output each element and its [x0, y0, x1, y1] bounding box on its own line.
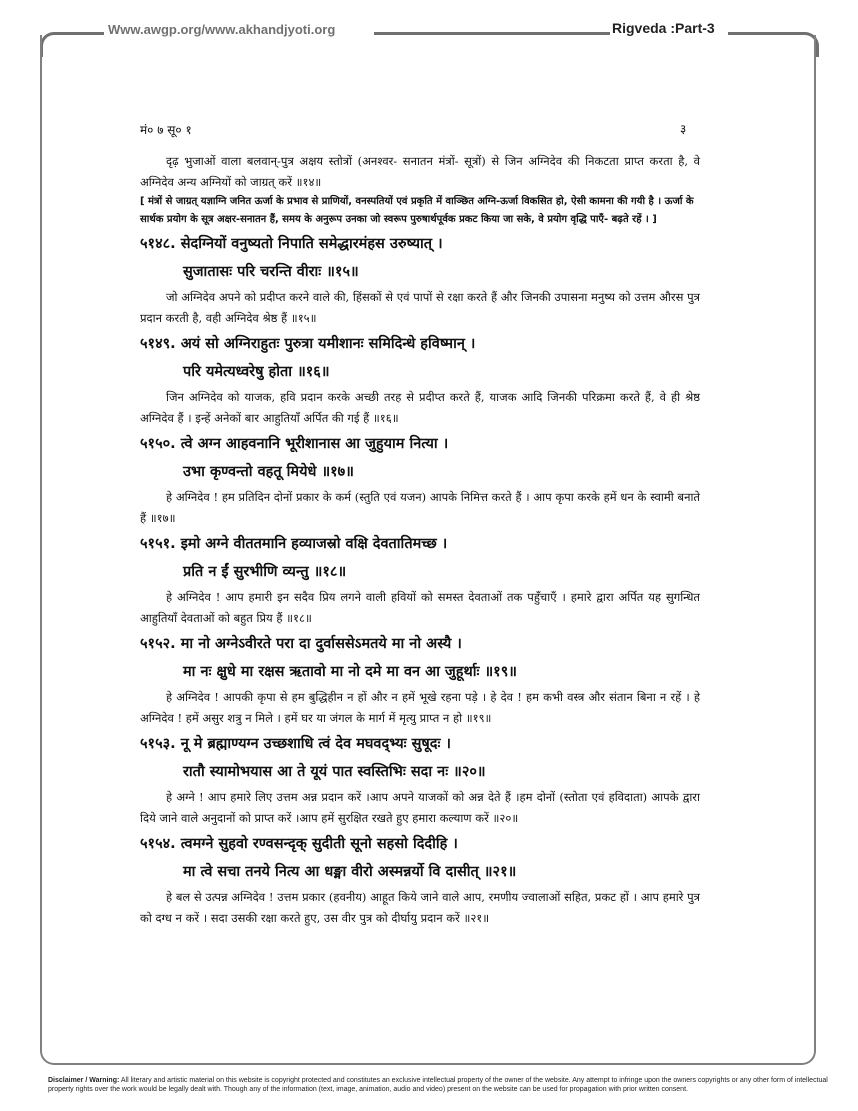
verse-block [140, 731, 700, 829]
translation-text: हे अग्निदेव ! हम प्रतिदिन दोनों प्रकार के कर्म (स्तुति एवं यजन) आपके निमित्त करते हैं । आप कृपा करके हमें धन के स्वामी बनाते हैं ॥१७॥ [140, 490, 700, 525]
translation-text: हे बल से उत्पन्न अग्निदेव ! उत्तम प्रकार (हवनीय) आहूत किये जाने वाले आप, रमणीय ज्वालाओं सहित, प्रकट हों । आप हमारे पुत्र को दग्ध न करें । सदा उसकी रक्षा करते हुए, उस वीर पुत्र को दीर्घायु प्रदान करें ॥२१॥ [140, 890, 700, 925]
verse-line-2: परि यमेत्यध्वरेषु होता ॥१६॥ [183, 364, 330, 380]
translation-text: हे अग्निदेव ! आप हमारी इन सदैव प्रिय लगने वाली हवियों को समस्त देवताओं तक पहुँचाएँ । हमारे द्वारा अर्पित यह सुगन्धित आहुतियाँ देवताओं को बहुत प्रिय हैं ॥१८॥ [140, 590, 700, 625]
verse-translation [140, 887, 700, 929]
verse-block [140, 331, 700, 429]
verse-line-2: प्रति न ईं सुरभीणि व्यन्तु ॥१८॥ [183, 564, 347, 580]
verse-block [140, 831, 700, 929]
verse-block [140, 631, 700, 729]
mandala-sukta-reference: मं० ७ सू० १ [140, 123, 192, 137]
verse-translation [140, 687, 700, 729]
disclaimer-text: All literary and artistic material on this website is copyright protected and constitutes an exclusive intellectual property of the owner of the website. Any attempt to infringe upon the owners copyrights or any other form of intellectual property rights over the work would be legally dealt with. Though any of the information (text, image, animation, audio and video) present on the website can be used for propagation with prior written consent. [48, 1077, 828, 1093]
translation-text: हे अग्ने ! आप हमारे लिए उत्तम अन्न प्रदान करें ।आप अपने याजकों को अन्न देते हैं ।हम दोनों (स्तोता एवं हविदाता) आपके द्वारा दिये जाने वाले अनुदानों को प्राप्त करें ।आप हमें सुरक्षित रखते हुए हमारा कल्याण करें ॥२०॥ [140, 790, 700, 825]
disclaimer-label: Disclaimer / Warning: [48, 1077, 120, 1084]
verse-line-1: ५१४९. अयं सो अग्निराहुतः पुरुत्रा यमीशानः समिदिन्धे हविष्मान् । [140, 336, 476, 352]
verse-translation [140, 787, 700, 829]
verse-line-2: उभा कृण्वन्तो वहतू मियेधे ॥१७॥ [183, 464, 354, 480]
verse-line-1: ५१४८. सेदग्नियों वनुष्यतो निपाति समेद्धारमंहस उरुष्यात् । [140, 236, 443, 252]
translation-text: जो अग्निदेव अपने को प्रदीप्त करने वाले की, हिंसकों से एवं पापों से रक्षा करते हैं और जिनकी उपासना मनुष्य को उत्तम औरस पुत्र प्रदान करती है, वही अग्निदेव श्रेष्ठ हैं ॥१५॥ [140, 290, 700, 325]
translation-text: जिन अग्निदेव को याजक, हवि प्रदान करके अच्छी तरह से प्रदीप्त करते हैं, याजक आदि जिनकी परिक्रमा करते हैं, वे ही श्रेष्ठ अग्निदेव हैं । इन्हें अनेकों बार आहुतियाँ अर्पित की गई हैं ॥१६॥ [140, 390, 700, 425]
main-content [140, 151, 700, 931]
verse-line-1: ५१५०. त्वे अग्न आहवनानि भूरीशानास आ जुहुयाम नित्या । [140, 436, 449, 452]
verse-line-1: ५१५४. त्वमग्ने सुहवो रण्वसन्दृक् सुदीती सूनो सहसो दिदीहि । [140, 836, 458, 852]
disclaimer [48, 1076, 828, 1094]
verse-translation [140, 487, 700, 529]
verse-line-1: ५१५१. इमो अग्ने वीततमानि हव्याजस्रो वक्षि देवतातिमच्छ । [140, 536, 448, 552]
page-number: ३ [680, 122, 687, 136]
header-url[interactable]: Www.awgp.org/www.akhandjyoti.org [108, 22, 336, 37]
verse-line-2: सुजातासः परि चरन्ति वीराः ॥१५॥ [183, 264, 359, 280]
verse-line-2: रातौ स्यामोभयास आ ते यूयं पात स्वस्तिभिः सदा नः ॥२०॥ [183, 764, 486, 780]
verse-block [140, 231, 700, 329]
verse-line-2: मा नः क्षुधे मा रक्षस ऋतावो मा नो दमे मा वन आ जुहूर्थाः ॥१९॥ [183, 664, 517, 680]
verse-block [140, 431, 700, 529]
verse-line-1: ५१५२. मा नो अग्नेऽवीरते परा दा दुर्वाससेऽमतये मा नो अस्यै । [140, 636, 462, 652]
intro-note: [ मंत्रों से जाग्रत् यज्ञाग्नि जनित ऊर्जा के प्रभाव से प्राणियों, वनस्पतियों एवं प्रकृति में वाञ्छित अग्नि-ऊर्जा विकसित हो, ऐसी कामना की गयी है । ऊर्जा के सार्थक प्रयोग के सूत्र अक्षर-सनातन हैं, समय के अनुरूप उनका जो स्वरूप पुरुषार्थपूर्वक प्रकट किया जा सके, वे प्रयोग वृद्धि पाएँ- बढ़ते रहें । ] [140, 196, 694, 225]
verse-translation [140, 387, 700, 429]
header-title: Rigveda :Part-3 [612, 20, 715, 36]
verse-line-1: ५१५३. नू मे ब्रह्माण्यग्न उच्छशाधि त्वं देव मघवद्भ्यः सुषूदः । [140, 736, 451, 752]
intro-paragraph [140, 151, 700, 193]
verse-line-2: मा त्वे सचा तनये नित्य आ धङ्मा वीरो अस्मन्नर्यो वि दासीत् ॥२१॥ [183, 864, 517, 880]
verse-translation [140, 287, 700, 329]
verse-translation [140, 587, 700, 629]
intro-text: दृढ़ भुजाओं वाला बलवान्-पुत्र अक्षय स्तोत्रों (अनश्वर- सनातन मंत्रों- सूत्रों) से जिन अग्निदेव की निकटता प्राप्त करता है, वे अग्निदेव अन्य अग्नियों को जाग्रत् करें ॥१४॥ [140, 154, 700, 189]
translation-text: हे अग्निदेव ! आपकी कृपा से हम बुद्धिहीन न हों और न हमें भूखे रहना पड़े । हे देव ! हम कभी वस्त्र और संतान बिना न रहें । हे अग्निदेव ! हमें असुर शत्रु न मिले । हमें घर या जंगल के मार्ग में मृत्यु प्राप्त न हो ॥१९॥ [140, 690, 700, 725]
verse-block [140, 531, 700, 629]
